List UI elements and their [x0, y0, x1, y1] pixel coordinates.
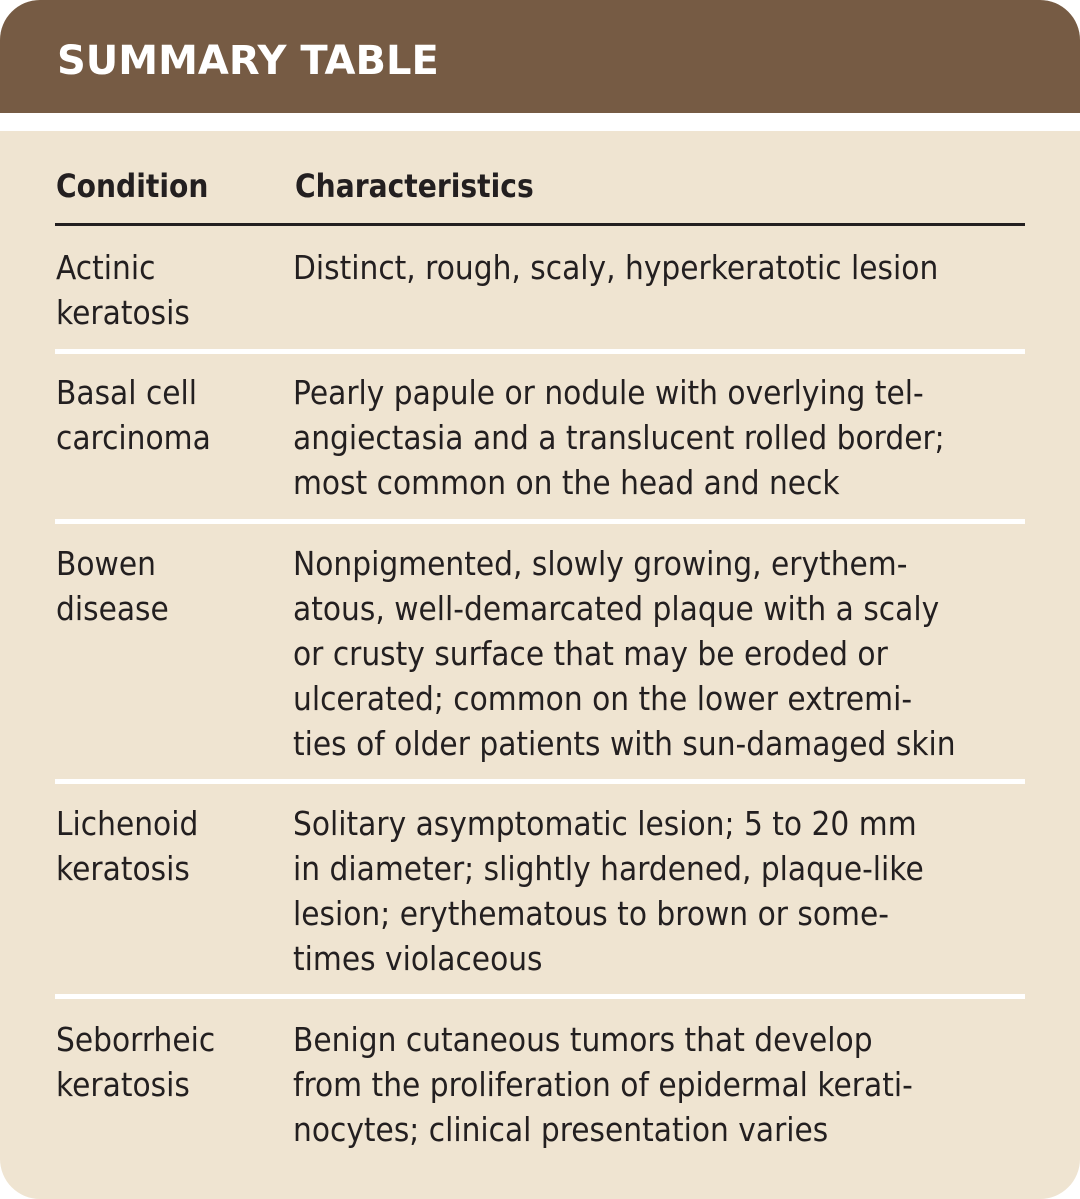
characteristics-text: most common on the head and neck: [293, 463, 840, 502]
row-divider: [55, 779, 1025, 784]
characteristics-text: Benign cutaneous tumors that develop: [293, 1020, 873, 1059]
row-divider: [55, 349, 1025, 354]
table-row-characteristics: [293, 370, 1027, 505]
characteristics-text: or crusty surface that may be eroded or: [293, 634, 888, 673]
table-row-condition: [56, 245, 263, 335]
table-row-condition: [56, 541, 263, 631]
condition-text: keratosis: [56, 849, 190, 888]
table-header-bar: [0, 0, 1080, 113]
table-row-characteristics: [293, 245, 1027, 290]
characteristics-text: angiectasia and a translucent rolled border;: [293, 418, 945, 457]
characteristics-text: Pearly papule or nodule with overlying tel-: [293, 373, 924, 412]
characteristics-text: lesion; erythematous to brown or some-: [293, 894, 889, 933]
condition-text: Lichenoid: [56, 804, 199, 843]
column-header-characteristics: Characteristics: [295, 167, 534, 205]
table-row-characteristics: [293, 801, 1027, 981]
table-row-condition: [56, 801, 263, 891]
table-title: SUMMARY TABLE: [57, 38, 439, 84]
characteristics-text: in diameter; slightly hardened, plaque-like: [293, 849, 924, 888]
condition-text: keratosis: [56, 293, 190, 332]
characteristics-text: ulcerated; common on the lower extremi-: [293, 679, 913, 718]
characteristics-text: ties of older patients with sun-damaged skin: [293, 724, 956, 763]
header-divider: [0, 113, 1080, 131]
characteristics-text: Solitary asymptomatic lesion; 5 to 20 mm: [293, 804, 917, 843]
characteristics-text: Distinct, rough, scaly, hyperkeratotic lesion: [293, 248, 939, 287]
condition-text: keratosis: [56, 1065, 190, 1104]
characteristics-text: atous, well-demarcated plaque with a scaly: [293, 589, 940, 628]
condition-text: Seborrheic: [56, 1020, 216, 1059]
characteristics-text: Nonpigmented, slowly growing, erythem-: [293, 544, 908, 583]
condition-text: Actinic: [56, 248, 156, 287]
characteristics-text: from the proliferation of epidermal kerati-: [293, 1065, 913, 1104]
condition-text: Bowen: [56, 544, 156, 583]
column-header-condition: Condition: [56, 167, 209, 205]
condition-text: disease: [56, 589, 169, 628]
condition-text: carcinoma: [56, 418, 211, 457]
characteristics-text: times violaceous: [293, 939, 543, 978]
table-row-characteristics: [293, 1017, 1027, 1152]
condition-text: Basal cell: [56, 373, 198, 412]
table-row-characteristics: [293, 541, 1027, 766]
table-row-condition: [56, 1017, 263, 1107]
row-divider: [55, 994, 1025, 999]
characteristics-text: nocytes; clinical presentation varies: [293, 1110, 829, 1149]
header-rule: [55, 223, 1025, 226]
row-divider: [55, 519, 1025, 524]
table-row-condition: [56, 370, 263, 460]
